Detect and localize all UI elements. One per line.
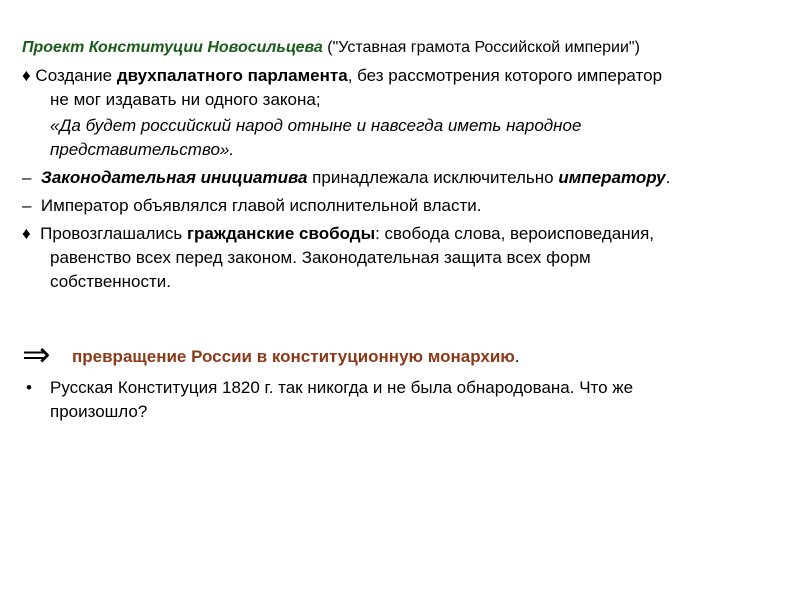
point-freedoms-line3: собственности.: [50, 272, 172, 291]
conclusion-end: .: [514, 347, 520, 366]
conclusion: [72, 347, 520, 367]
dash-bullet-icon: –: [22, 196, 32, 215]
point-text: Создание: [30, 66, 117, 85]
point-text: Провозглашались: [35, 224, 187, 243]
point-text: Император объявлялся главой исполнительной власти.: [40, 196, 482, 215]
point-emphasis: Законодательная инициатива: [40, 168, 308, 187]
point-text-cont: : свобода слова, вероисповедания,: [375, 224, 655, 243]
point-freedoms: [22, 224, 654, 244]
point-text-cont: , без рассмотрения которого император: [347, 66, 663, 85]
point-parliament: [22, 66, 662, 86]
point-emphasis-2: императору: [558, 168, 666, 187]
dash-bullet-icon: –: [22, 168, 32, 187]
slide-title: [22, 38, 640, 58]
final-line-1: Русская Конституция 1820 г. так никогда и не была обнародована. Что же: [50, 378, 634, 397]
quote-line-2: представительство».: [50, 140, 235, 159]
conclusion-text: превращение России в конституционную монархию: [72, 347, 515, 366]
point-text-end: .: [665, 168, 671, 187]
implies-arrow-icon: ⇒: [22, 336, 51, 374]
point-executive: [22, 196, 481, 216]
final-line-2: произошло?: [50, 402, 148, 421]
diamond-bullet-icon: ♦: [22, 224, 31, 243]
round-bullet-icon: •: [26, 378, 32, 397]
diamond-bullet-icon: ♦: [22, 66, 31, 85]
point-parliament-line2: не мог издавать ни одного закона;: [50, 90, 321, 109]
point-emphasis: гражданские свободы: [186, 224, 376, 243]
point-initiative: [22, 168, 670, 188]
quote-line-1: «Да будет российский народ отныне и навсегда иметь народное: [50, 116, 582, 135]
point-emphasis: двухпалатного парламента: [116, 66, 348, 85]
point-freedoms-line2: равенство всех перед законом. Законодательная защита всех форм: [50, 248, 591, 267]
title-sub: ("Уставная грамота Российской империи"): [322, 39, 640, 56]
point-text: принадлежала исключительно: [307, 168, 559, 187]
title-main: Проект Конституции Новосильцева: [22, 39, 323, 56]
